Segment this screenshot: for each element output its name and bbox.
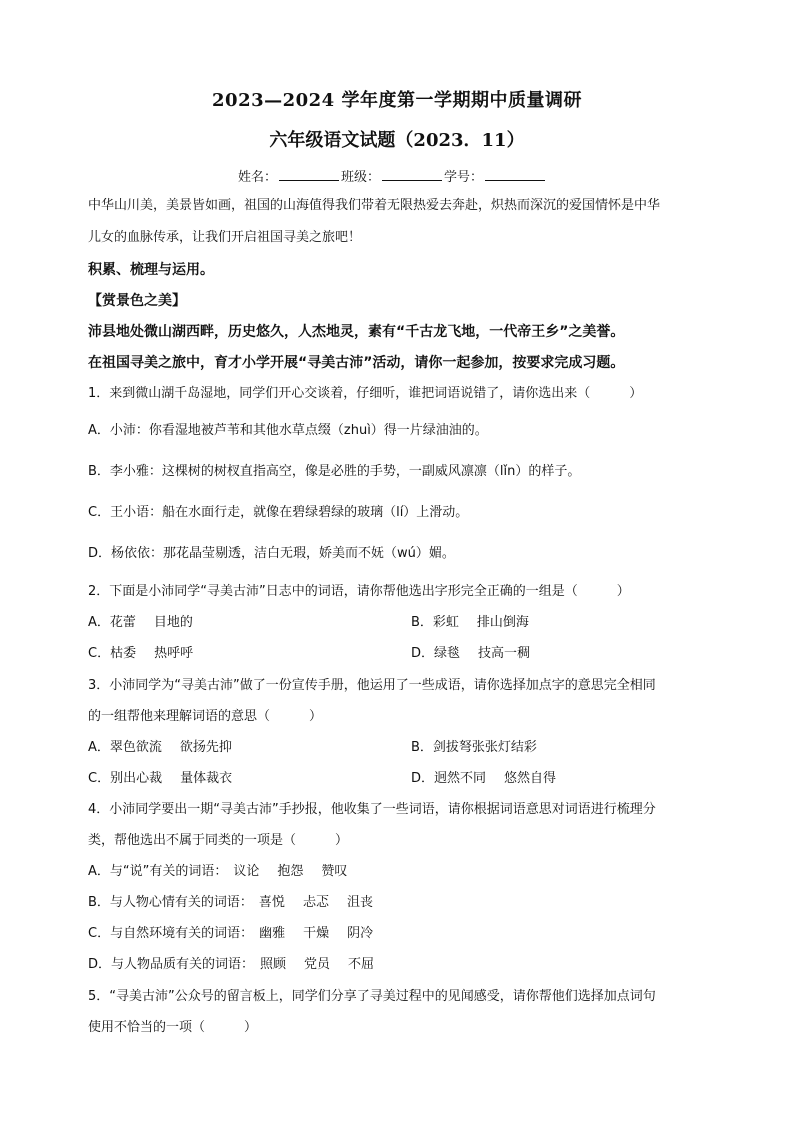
q2-a-word2: 目地的 [153, 615, 193, 630]
class-label: 班级： [341, 170, 381, 185]
intro-line-2: 儿女的血脉传承，让我们开启祖国寻美之旅吧！ [88, 230, 362, 245]
q3-c-word2: 量体裁衣 [180, 771, 233, 786]
q3-option-c [88, 770, 232, 788]
q1-option-a: A．小沛：你看湿地被芦苇和其他水草点缀（zhuì）得一片绿油油的。 [88, 423, 488, 438]
intro-line-1: 中华山川美，美景皆如画，祖国的山海值得我们带着无限热爱去奔赴，炽热而深沉的爱国情怀是中华 [88, 198, 661, 213]
q3-c-word1: C．别出心裁 [88, 771, 163, 786]
q3-stem-line-2: 的一组帮他来理解词语的意思（ ） [88, 709, 323, 724]
q2-option-d [411, 645, 530, 663]
class-blank[interactable] [382, 168, 442, 181]
q4-stem-line-2: 类，帮他选出不属于同类的一项是（ ） [88, 833, 349, 848]
q2-b-word2: 排山倒海 [476, 615, 529, 630]
q4-a-word2: 抱怨 [277, 864, 304, 879]
student-info-row [238, 166, 547, 185]
q4-b-word3: 沮丧 [346, 895, 373, 910]
section-bold-line-1: 沛县地处微山湖西畔，历史悠久，人杰地灵，素有“千古龙飞地，一代帝王乡”之美誉。 [88, 324, 625, 340]
q2-c-word1: C．枯委 [88, 646, 137, 661]
q4-b-word2: 忐忑 [302, 895, 329, 910]
q4-c-word3: 阴冷 [347, 926, 374, 941]
q3-option-b: B．剑拔弩张张灯结彩 [411, 740, 537, 755]
q3-option-d [411, 770, 556, 788]
q1-option-d: D．杨依依：那花晶莹剔透，洁白无瑕，娇美而不妩（wú）媚。 [88, 546, 455, 561]
q4-d-word1: 照顾 [260, 957, 287, 972]
q4-option-d [88, 956, 374, 974]
section-subheading: 【赏景色之美】 [88, 293, 186, 309]
q2-d-word2: 技高一稠 [478, 646, 531, 661]
q1-option-c: C．王小语：船在水面行走，就像在碧绿碧绿的玻璃（lí）上滑动。 [88, 505, 469, 520]
q4-b-word1: 喜悦 [258, 895, 285, 910]
q2-a-word1: A．花蕾 [88, 615, 136, 630]
q2-option-a [88, 614, 193, 632]
q4-c-label: C．与自然环境有关的词语： [88, 926, 254, 941]
q5-stem-line-1: 5．“寻美古沛”公众号的留言板上，同学们分享了寻美过程中的见闻感受，请你帮他们选择加点词句 [88, 989, 656, 1004]
q4-b-label: B．与人物心情有关的词语： [88, 895, 253, 910]
q3-d-word1: D．迥然不同 [411, 771, 487, 786]
q3-d-word2: 悠然自得 [504, 771, 557, 786]
name-label: 姓名： [238, 170, 278, 185]
name-blank[interactable] [279, 168, 339, 181]
q4-stem-line-1: 4．小沛同学要出一期“寻美古沛”手抄报，他收集了一些词语，请你根据词语意思对词语进行梳理分 [88, 802, 656, 817]
q1-stem: 1．来到微山湖千岛湿地，同学们开心交谈着，仔细听，谁把词语说错了，请你选出来（ ） [88, 386, 643, 401]
q2-stem: 2．下面是小沛同学“寻美古沛”日志中的词语，请你帮他选出字形完全正确的一组是（ ） [88, 584, 630, 599]
q2-d-word1: D．绿毯 [411, 646, 461, 661]
exam-subtitle: 六年级语文试题（2023．11） [269, 130, 525, 151]
q4-a-word3: 赞叹 [321, 864, 348, 879]
q3-stem-line-1: 3．小沛同学为“寻美古沛”做了一份宣传手册，他运用了一些成语，请你选择加点字的意思完全相同 [88, 678, 656, 693]
q2-option-c [88, 645, 193, 663]
q4-d-word2: 党员 [304, 957, 331, 972]
q4-d-label: D．与人物品质有关的词语： [88, 957, 255, 972]
q4-option-c [88, 925, 373, 943]
exam-title: 2023—2024 学年度第一学期期中质量调研 [212, 90, 582, 111]
section-bold-line-2: 在祖国寻美之旅中，育才小学开展“寻美古沛”活动，请你一起参加，按要求完成习题。 [88, 355, 625, 371]
id-label: 学号： [444, 170, 484, 185]
q3-option-a [88, 739, 232, 757]
q4-a-word1: 议论 [233, 864, 260, 879]
q2-c-word2: 热呼呼 [154, 646, 194, 661]
section-heading: 积累、梳理与运用。 [88, 262, 214, 278]
q4-d-word3: 不屈 [348, 957, 375, 972]
q4-c-word1: 幽雅 [259, 926, 286, 941]
q4-a-label: A．与“说”有关的词语： [88, 864, 228, 879]
q4-option-b [88, 894, 373, 912]
q4-c-word2: 干燥 [303, 926, 330, 941]
q2-option-b [411, 614, 529, 632]
q3-a-word1: A．翠色欲流 [88, 740, 162, 755]
q2-b-word1: B．彩虹 [411, 615, 459, 630]
q1-option-b: B．李小雅：这棵树的树杈直指高空，像是必胜的手势，一副威风凛凛（lǐn）的样子。 [88, 464, 581, 479]
q4-option-a [88, 863, 347, 881]
q5-stem-line-2: 使用不恰当的一项（ ） [88, 1020, 258, 1035]
q3-a-word2: 欲扬先抑 [179, 740, 232, 755]
id-blank[interactable] [485, 168, 545, 181]
